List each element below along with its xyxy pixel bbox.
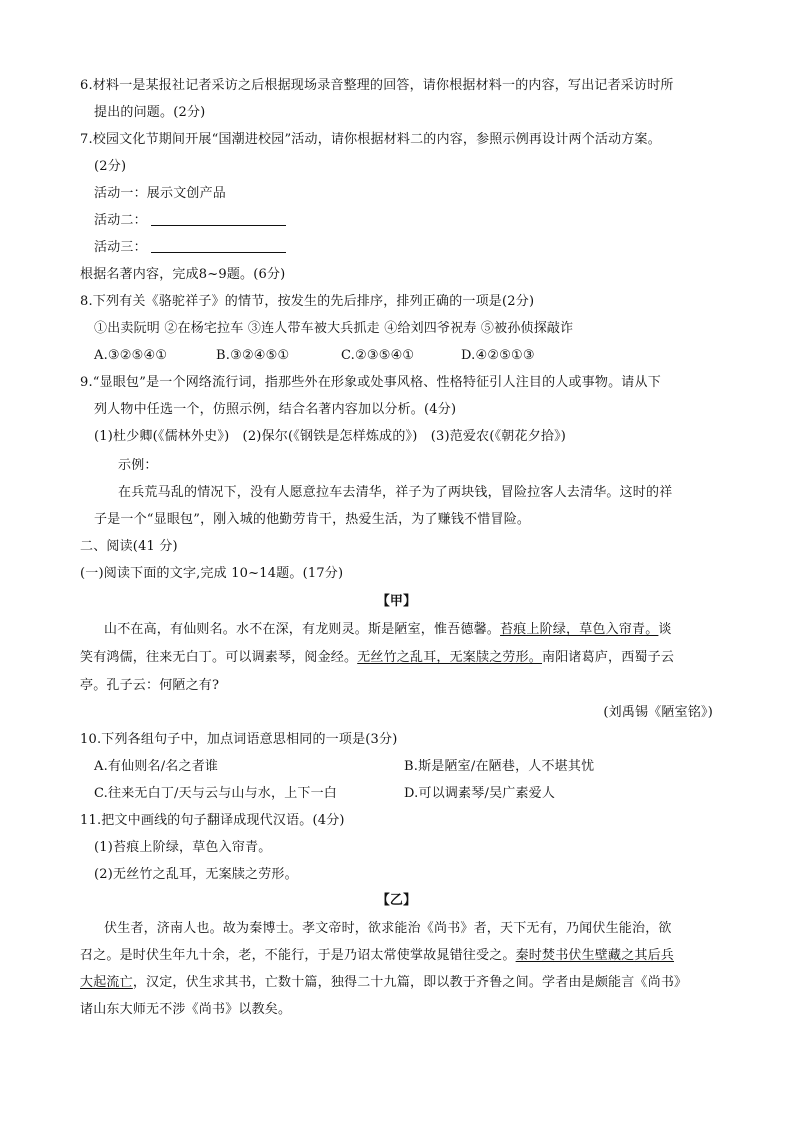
q11-sentence1: (1)苔痕上阶绿，草色入帘青。	[94, 840, 272, 855]
q9-example-label: 示例：	[118, 458, 158, 473]
jia-line1-text: 山不在高，有仙则名。水不在深，有龙则灵。斯是陋室，惟吾德馨。	[104, 622, 501, 637]
jia-line1-tail: 谈	[658, 622, 672, 637]
q10-stem: 10.下列各组句子中，加点词语意思相同的一项是(3分)	[80, 732, 398, 747]
q6-line2: 提出的问题。(2分)	[94, 105, 206, 120]
q7-line2: (2分)	[94, 159, 127, 174]
yi-heading: 【乙】	[376, 893, 417, 908]
q8-option-c: C.②③⑤④①	[341, 348, 415, 363]
yi-line4: 诸山东大师无不涉《尚书》以教矣。	[80, 1002, 292, 1017]
jia-source: (刘禹锡《陋室铭》)	[603, 705, 713, 720]
jia-line2	[80, 648, 674, 668]
yi-line2-text: 召之。是时伏生年九十余，老，不能行，于是乃诏太常使掌故晁错往受之。	[80, 948, 516, 963]
q7-activity3-label: 活动三：	[94, 240, 147, 255]
q10-option-b: B.斯是陋室/在陋巷，人不堪其忧	[404, 759, 595, 774]
q7-activity2-label: 活动二：	[94, 213, 147, 228]
q9-choices: (1)杜少卿(《儒林外史》) (2)保尔(《钢铁是怎样炼成的》) (3)范爱农(《朝花夕拾》)	[94, 429, 567, 444]
q9-example-line2: 子是一个“显眼包”，刚入城的他勤劳肯干，热爱生活，为了赚钱不惜冒险。	[94, 512, 531, 527]
q7-activity3	[94, 238, 286, 258]
jia-heading: 【甲】	[376, 594, 417, 609]
q8-option-a: A.③②⑤④①	[94, 348, 168, 363]
q9-line2: 列人物中任选一个，仿照示例，结合名著内容加以分析。(4分)	[94, 402, 457, 417]
q9-line1: 9.“显眼包”是一个网络流行词，指那些外在形象或处事风格、性格特征引人注目的人或事物。请从下	[80, 375, 661, 390]
q8-option-d: D.④②⑤①③	[461, 348, 535, 363]
q9-example-line1: 在兵荒马乱的情况下，没有人愿意拉车去清华，祥子为了两块钱，冒险拉客人去清华。这时的祥	[118, 485, 673, 500]
q6-line1: 6.材料一是某报社记者采访之后根据现场录音整理的回答，请你根据材料一的内容，写出记者采访时所	[80, 78, 674, 93]
yi-line1: 伏生者，济南人也。故为秦博士。孝文帝时，欲求能治《尚书》者，天下无有，乃闻伏生能治，欲	[104, 921, 672, 936]
jia-line1	[104, 620, 672, 640]
yi-line3	[80, 973, 687, 993]
q11-stem: 11.把文中画线的句子翻译成现代汉语。(4分)	[80, 813, 345, 828]
q8-stem: 8.下列有关《骆驼祥子》的情节，按发生的先后排序，排列正确的一项是(2分)	[80, 294, 535, 309]
q10-option-c: C.往来无白丁/天与云与山与水，上下一白	[94, 786, 337, 801]
q10-option-d: D.可以调素琴/吴广素爱人	[404, 786, 556, 801]
q8-option-b: B.③②④⑤①	[216, 348, 290, 363]
answer-blank	[151, 238, 286, 253]
yi-line3-underlined: 大起流亡	[80, 975, 133, 990]
jia-line2-underlined: 无丝竹之乱耳，无案牍之劳形。	[357, 650, 543, 665]
yi-line2-underlined: 秦时焚书伏生壁藏之其后兵	[515, 948, 675, 963]
jia-line2-text: 笑有鸿儒，往来无白丁。可以调素琴，阅金经。	[80, 650, 358, 665]
q7-activity2	[94, 211, 286, 231]
yi-line3-text: ，汉定，伏生求其书，亡数十篇，独得二十九篇，即以教于齐鲁之间。学者由是颇能言《尚书》	[132, 975, 688, 990]
q8-options	[94, 346, 535, 366]
yi-line2	[80, 946, 674, 966]
q8-items: ①出卖阮明 ②在杨宅拉车 ③连人带车被大兵抓走 ④给刘四爷祝寿 ⑤被孙侦探敲诈	[94, 321, 574, 336]
jia-line3: 亭。孔子云：何陋之有?	[80, 678, 220, 693]
q7-activity1: 活动一：展示文创产品	[94, 186, 227, 201]
answer-blank	[151, 211, 286, 226]
q10-option-a: A.有仙则名/名之者谁	[94, 759, 219, 774]
mingzhu-intro: 根据名著内容，完成8~9题。(6分)	[80, 267, 286, 282]
q7-line1: 7.校园文化节期间开展“国潮进校园”活动，请你根据材料二的内容，参照示例再设计两个活动方案。	[80, 132, 661, 147]
jia-line2-tail: 南阳诸葛庐，西蜀子云	[542, 650, 675, 665]
q11-sentence2: (2)无丝竹之乱耳，无案牍之劳形。	[94, 867, 298, 882]
jia-line1-underlined: 苔痕上阶绿，草色入帘青。	[500, 622, 659, 637]
section2-title: 二、阅读(41 分)	[80, 539, 178, 554]
section2-sub1: (一)阅读下面的文字,完成 10~14题。(17分)	[80, 566, 344, 581]
